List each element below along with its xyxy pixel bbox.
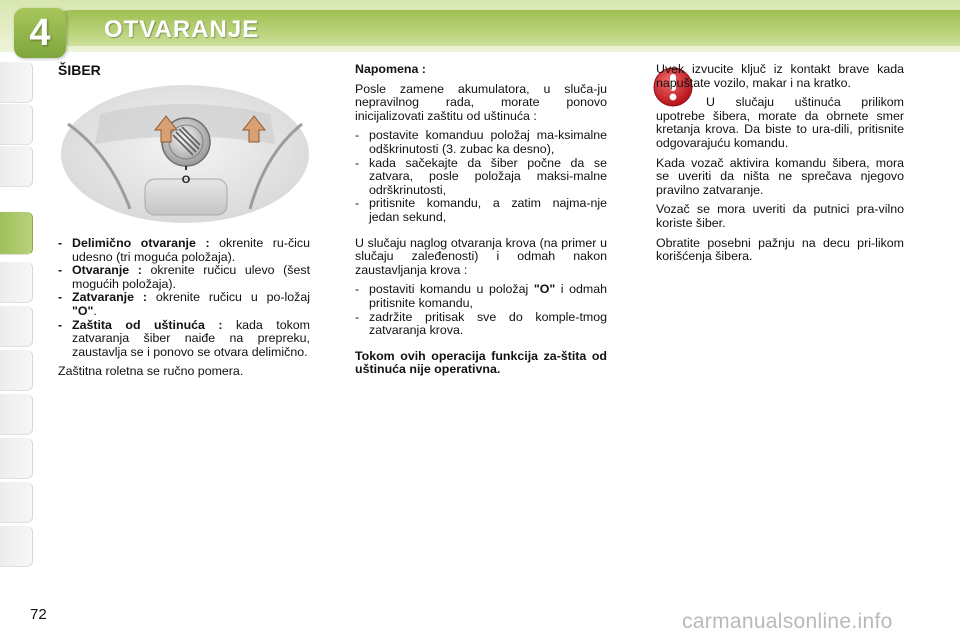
warning-p2: U slučaju uštinuća prilikom upotrebe šibera, morate da obrnete smer kretanja krova. Da biste to ura-dili, pritisnite odgovarajuću komandu.: [656, 95, 904, 150]
section-title: ŠIBER: [58, 62, 101, 78]
closing-text: Zaštitna roletna se ručno pomera.: [58, 364, 244, 379]
side-tab-1[interactable]: [0, 62, 33, 103]
chapter-number: 4: [29, 11, 51, 54]
emergency-steps-list: [355, 283, 607, 337]
chapter-title: OTVARANJE: [104, 16, 260, 43]
term: Otvaranje :: [72, 263, 142, 278]
emergency-intro: U slučaju naglog otvaranja krova (na primer u slučaju zaleđenosti) i odmah nakon zaustavljanja krova :: [355, 235, 607, 277]
list-item: - postavite komanduu položaj ma-ksimalne odškrinutosti (3. zubac ka desno),: [355, 128, 607, 156]
dial-position-label: O: [181, 174, 191, 186]
list-item: - Zatvaranje : okrenite ručicu u po-ložaj "O".: [58, 290, 311, 318]
side-tab-6[interactable]: [0, 306, 33, 347]
side-tabs: [0, 62, 34, 577]
warning-note: Tokom ovih operacija funkcija za-štita od uštinuća nije operativna.: [355, 348, 607, 377]
term: Zatvaranje :: [72, 290, 148, 305]
list-item: - kada sačekajte da šiber počne da se zatvara, posle položaja maksi-malne odrškrinutosti,: [355, 155, 607, 197]
warning-p1: Uvek izvucite ključ iz kontakt brave kada napuštate vozilo, makar i na kratko.: [656, 62, 904, 90]
note-title: Napomena :: [355, 62, 426, 76]
warning-p4: Vozač se mora uveriti da putnici pra-vilno koriste šiber.: [656, 202, 904, 230]
warning-p5: Obratite posebni pažnju na decu pri-likom korišćenja šibera.: [656, 235, 904, 264]
list-item: - Zaštita od uštinuća : kada tokom zatvaranja šiber naiđe na prepreku, zaustavlja se i ponovo se otvara delimično.: [58, 317, 311, 359]
side-tab-8[interactable]: [0, 394, 33, 435]
term: Delimično otvaranje :: [72, 236, 210, 250]
note-intro: Posle zamene akumulatora, u sluča-ju nepravilnog rada, morate ponovo inicijalizovati zaštitu od uštinuća :: [355, 81, 607, 123]
reset-steps-list: [355, 129, 607, 224]
side-tab-5[interactable]: [0, 262, 33, 303]
side-tab-7[interactable]: [0, 350, 33, 391]
list-item: - postaviti komandu u položaj "O" i odmah pritisnite komandu,: [355, 282, 607, 310]
list-item: - Otvaranje : okrenite ručicu ulevo (šest mogućih položaja).: [58, 263, 311, 291]
left-column: [58, 237, 310, 385]
middle-column: [355, 63, 607, 383]
watermark: carmanualsonline.info: [682, 610, 893, 633]
sunroof-control-illustration: [60, 84, 310, 224]
term: Zaštita od uštinuća :: [72, 317, 223, 332]
side-tab-active[interactable]: [0, 212, 33, 255]
side-tab-11[interactable]: [0, 526, 33, 567]
warning-p3: Kada vozač aktivira komandu šibera, mora se uveriti da ništa ne sprečava njegovo pravilno zatvaranje.: [656, 155, 904, 197]
side-tab-9[interactable]: [0, 438, 33, 479]
side-tab-10[interactable]: [0, 482, 33, 523]
list-item: - pritisnite komandu, a zatim najma-nje jedan sekund,: [355, 196, 607, 224]
side-tab-3[interactable]: [0, 146, 33, 187]
right-column: [656, 63, 904, 270]
side-tab-2[interactable]: [0, 104, 33, 145]
control-functions-list: [58, 237, 310, 359]
page-number: 72: [30, 606, 47, 623]
list-item: - Delimično otvaranje : okrenite ru-čicu udesno (tri moguća položaja).: [58, 236, 310, 264]
list-item: - zadržite pritisak sve do komple-tmog zatvaranja krova.: [355, 309, 607, 338]
chapter-tab: [14, 8, 66, 58]
